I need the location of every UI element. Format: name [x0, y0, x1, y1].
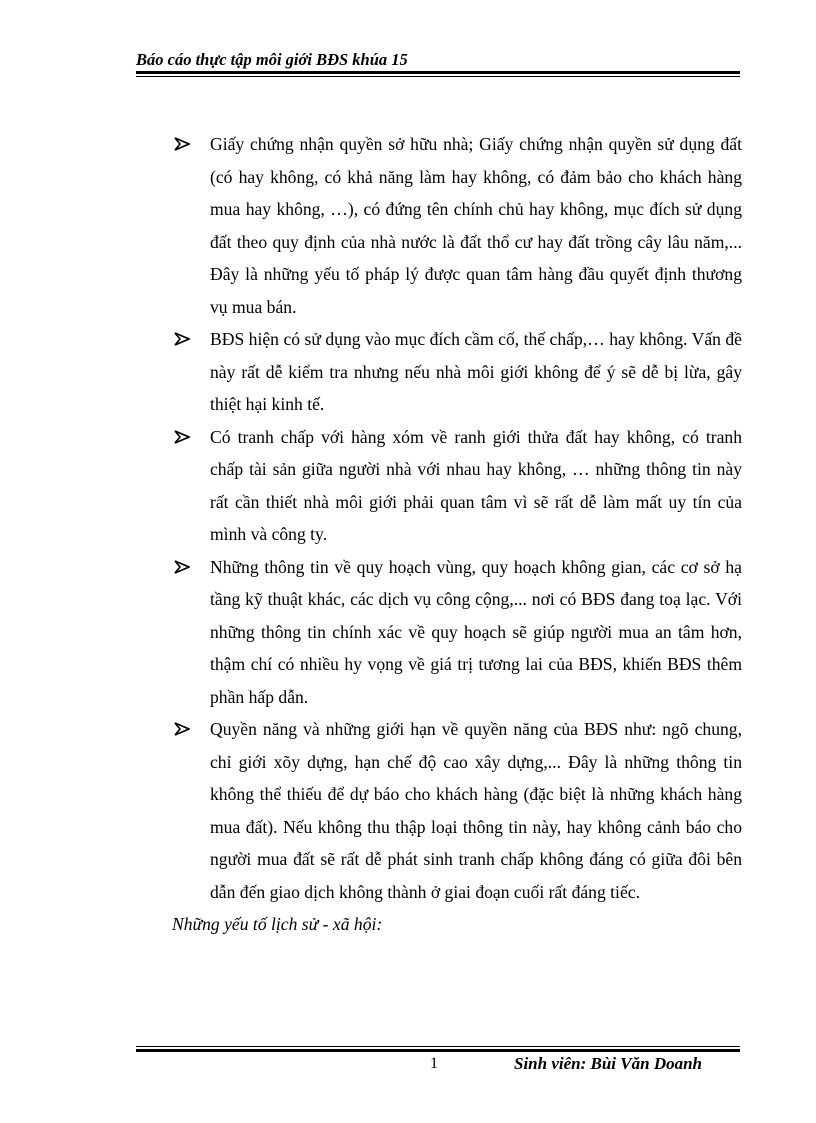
arrow-bullet-icon [172, 323, 192, 355]
header-rule-thick [136, 71, 740, 74]
footer-author: Sinh viên: Bùi Văn Doanh [514, 1054, 703, 1073]
arrow-bullet-icon [172, 128, 192, 160]
footer-rule-thin [136, 1046, 740, 1047]
bullet-item [172, 551, 742, 714]
bullet-item [172, 323, 742, 421]
bullet-text: Giấy chứng nhận quyền sở hữu nhà; Giấy chứng nhận quyền sử dụng đất (có hay không, có khả năng làm hay không, có đảm bảo cho khách hàng mua hay không, …), có đứng tên chính chủ hay không, mục đích sử dụng đất theo quy định của nhà nước là đất thổ cư hay đất trồng cây lâu năm,... Đây là những yếu tố pháp lý được quan tâm hàng đầu quyết định thương vụ mua bán. [210, 134, 742, 317]
header-title: Báo cáo thực tập môi giới BĐS khúa 15 [136, 50, 408, 69]
bullet-text: Những thông tin về quy hoạch vùng, quy hoạch không gian, các cơ sở hạ tầng kỹ thuật khác, các dịch vụ công cộng,... nơi có BĐS đang toạ lạc. Với những thông tin chính xác về quy hoạch sẽ giúp người mua an tâm hơn, thậm chí có nhiều hy vọng về giá trị tương lai của BĐS, khiến BĐS thêm phần hấp dẫn. [210, 556, 742, 707]
bullet-text: Có tranh chấp với hàng xóm về ranh giới thửa đất hay không, có tranh chấp tài sản giữa người nhà với nhau hay không, … những thông tin này rất cần thiết nhà môi giới phải quan tâm vì sẽ rất dễ làm mất uy tín của mình và công ty. [210, 426, 742, 544]
header-rule-thin [136, 76, 740, 77]
footer-rule-thick [136, 1049, 740, 1052]
bullet-item [172, 128, 742, 323]
bullet-item [172, 421, 742, 551]
arrow-bullet-icon [172, 713, 192, 745]
bullet-item [172, 713, 742, 908]
page-number: 1 [430, 1055, 438, 1072]
bullet-text: BĐS hiện có sử dụng vào mục đích cầm cố, thế chấp,… hay không. Vấn đề này rất dễ kiểm tra nhưng nếu nhà môi giới không để ý sẽ dễ bị lừa, gây thiệt hại kinh tế. [210, 329, 742, 414]
section-heading: Những yếu tố lịch sử - xã hội: [172, 914, 383, 934]
bullet-text: Quyền năng và những giới hạn về quyền năng của BĐS như: ngõ chung, chỉ giới xõy dựng, hạn chế độ cao xây dựng,... Đây là những thông tin không thể thiếu để dự báo cho khách hàng (đặc biệt là những khách hàng mua đất). Nếu không thu thập loại thông tin này, hay không cảnh báo cho người mua đất sẽ rất dễ phát sinh tranh chấp không đáng có giữa đôi bên dẫn đến giao dịch không thành ở giai đoạn cuối rất đáng tiếc. [210, 719, 742, 902]
arrow-bullet-icon [172, 421, 192, 453]
arrow-bullet-icon [172, 551, 192, 583]
document-body [172, 128, 742, 940]
